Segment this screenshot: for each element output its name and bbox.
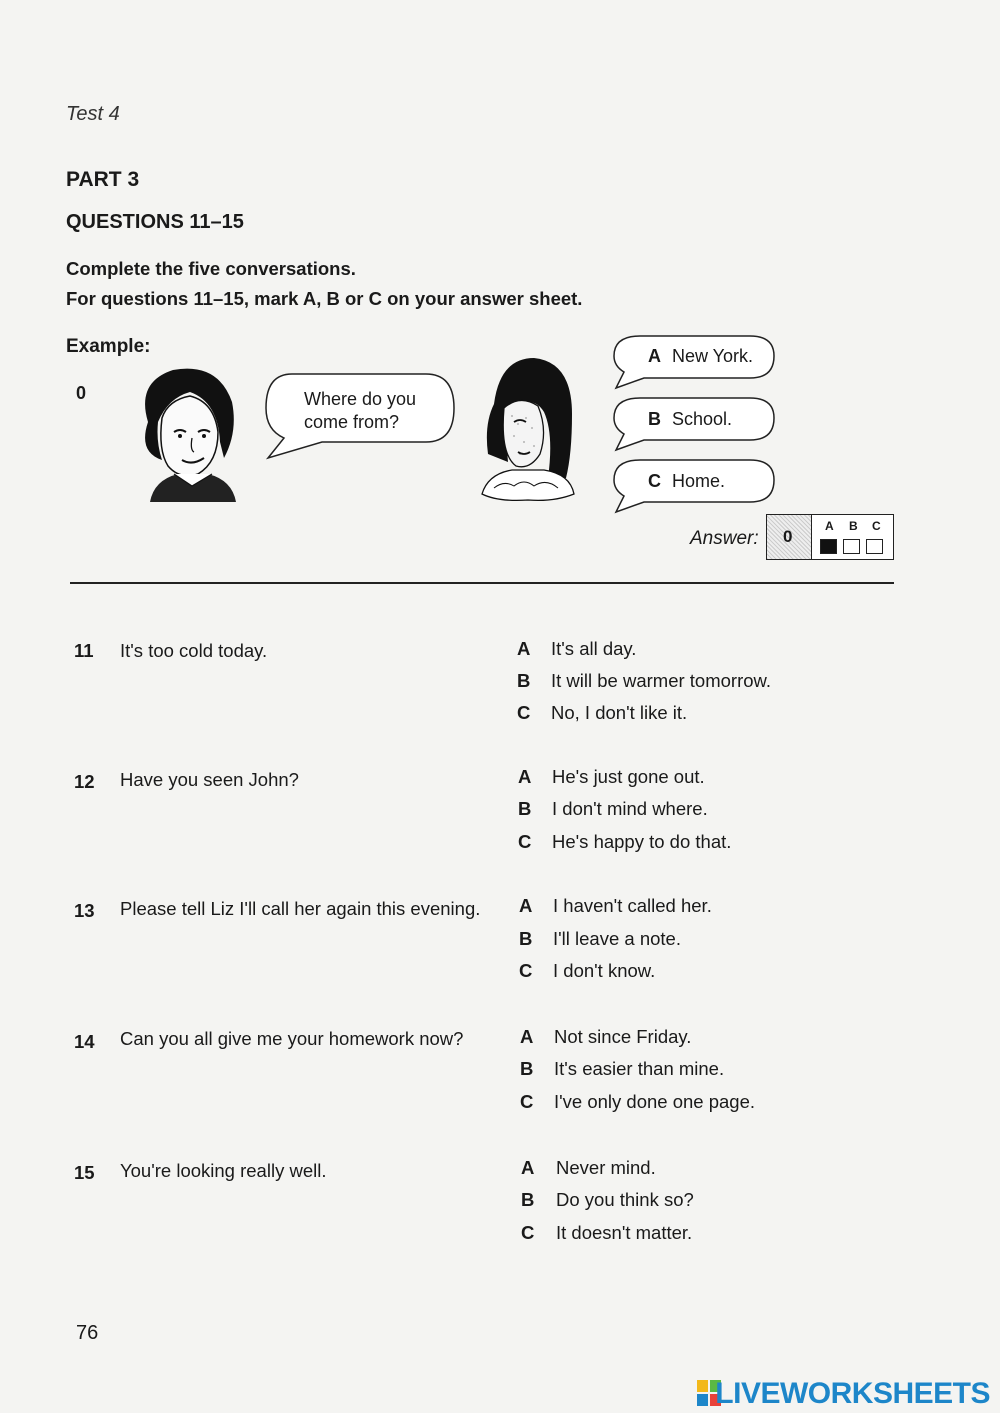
example-question-line-1: Where do you	[304, 389, 417, 409]
instruction-line-2: For questions 11–15, mark A, B or C on your answer sheet.	[66, 288, 583, 309]
option-text[interactable]: I don't mind where.	[552, 798, 708, 819]
option-letter: A	[520, 1026, 534, 1047]
option-letter: C	[521, 1222, 535, 1243]
girl-listener-illustration	[474, 354, 580, 502]
question-text: Please tell Liz I'll call her again this evening.	[120, 898, 481, 919]
option-letter: C	[520, 1091, 534, 1112]
example-label: Example:	[66, 336, 151, 357]
option-text[interactable]: Not since Friday.	[554, 1026, 692, 1047]
answer-label: Answer:	[690, 528, 759, 549]
option-letter: A	[517, 638, 531, 659]
example-number: 0	[76, 383, 87, 403]
example-option-text-a: New York.	[672, 346, 754, 366]
option-letter: A	[518, 766, 532, 787]
example-option-letter-b: B	[648, 409, 661, 429]
question-text: Can you all give me your homework now?	[120, 1028, 464, 1049]
question-text: It's too cold today.	[120, 640, 268, 661]
option-letter: B	[521, 1189, 535, 1210]
section-divider	[70, 582, 894, 584]
questions-range-heading: QUESTIONS 11–15	[66, 211, 244, 233]
example-option-text-b: School.	[672, 409, 733, 429]
example-option-letter-a: A	[648, 346, 661, 366]
option-letter: C	[518, 831, 532, 852]
option-text[interactable]: I'll leave a note.	[553, 928, 681, 949]
option-letter: B	[518, 798, 532, 819]
option-letter: B	[519, 928, 533, 949]
answer-column-b: B	[849, 519, 858, 533]
option-letter: C	[519, 960, 533, 981]
example-question-line-2: come from?	[304, 412, 400, 432]
option-letter: A	[519, 895, 533, 916]
instruction-line-1: Complete the five conversations.	[66, 258, 356, 279]
option-text[interactable]: It doesn't matter.	[556, 1222, 693, 1243]
option-text[interactable]: I haven't called her.	[553, 895, 712, 916]
example-answer-grid	[766, 514, 894, 560]
part-heading: PART 3	[66, 168, 140, 191]
answer-mark-c	[866, 539, 883, 554]
option-text[interactable]: No, I don't like it.	[551, 702, 688, 723]
option-letter: B	[520, 1058, 534, 1079]
test-label: Test 4	[66, 103, 120, 125]
option-text[interactable]: He's just gone out.	[552, 766, 705, 787]
answer-mark-a	[820, 539, 837, 554]
question-text: Have you seen John?	[120, 769, 299, 790]
question-number: 12	[74, 771, 95, 792]
option-text[interactable]: I don't know.	[553, 960, 656, 981]
example-option-letter-c: C	[648, 471, 661, 491]
option-letter: C	[517, 702, 531, 723]
option-text[interactable]: Never mind.	[556, 1157, 656, 1178]
question-number: 11	[74, 640, 94, 661]
option-text[interactable]: It's all day.	[551, 638, 637, 659]
answer-mark-b	[843, 539, 860, 554]
option-text[interactable]: It's easier than mine.	[554, 1058, 725, 1079]
option-text[interactable]: He's happy to do that.	[552, 831, 732, 852]
answer-number: 0	[783, 527, 793, 546]
option-text[interactable]: Do you think so?	[556, 1189, 694, 1210]
example-option-text-c: Home.	[672, 471, 726, 491]
option-letter: B	[517, 670, 531, 691]
answer-number-cell	[767, 515, 812, 559]
option-text[interactable]: It will be warmer tomorrow.	[551, 670, 771, 691]
page-number: 76	[76, 1322, 99, 1344]
question-text: You're looking really well.	[120, 1160, 327, 1181]
question-number: 13	[74, 900, 95, 921]
girl-speaker-illustration	[128, 362, 240, 502]
question-number: 15	[74, 1162, 95, 1183]
answer-column-a: A	[825, 519, 834, 533]
option-letter: A	[521, 1157, 535, 1178]
liveworksheets-brand: LIVEWORKSHEETS	[715, 1377, 990, 1410]
answer-column-c: C	[872, 519, 881, 533]
question-number: 14	[74, 1031, 95, 1052]
option-text[interactable]: I've only done one page.	[554, 1091, 756, 1112]
